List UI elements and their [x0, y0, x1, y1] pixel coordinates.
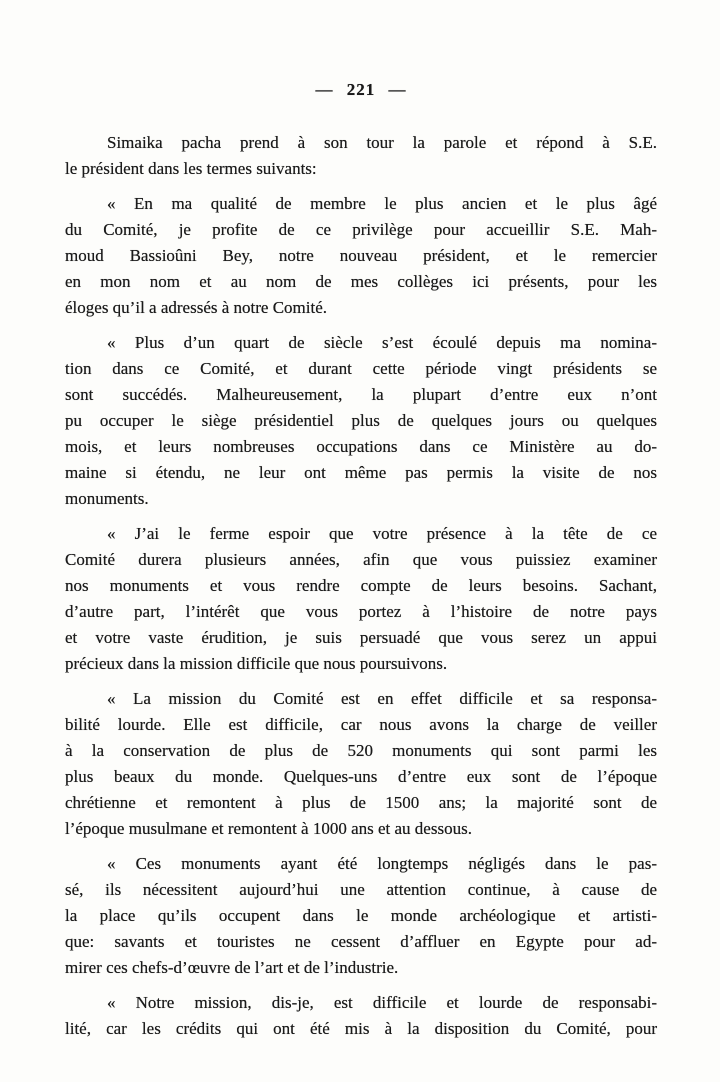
paragraph [65, 851, 657, 981]
text-line: « J’ai le ferme espoir que votre présence à la tête de ce [107, 524, 657, 543]
text-line: et votre vaste érudition, je suis persuadé que vous serez un appui [65, 628, 657, 647]
text-line: bilité lourde. Elle est difficile, car nous avons la charge de veiller [65, 715, 657, 734]
text-line: que: savants et touristes ne cessent d’affluer en Egypte pour ad- [65, 932, 657, 951]
text-line: « Notre mission, dis-je, est difficile et lourde de responsabi- [107, 993, 657, 1012]
text-line: mirer ces chefs-d’œuvre de l’art et de l’industrie. [65, 958, 399, 977]
paragraph [65, 130, 657, 182]
text-line: l’époque musulmane et remontent à 1000 ans et au dessous. [65, 819, 472, 838]
paragraph [65, 191, 657, 321]
text-line: maine si étendu, ne leur ont même pas permis la visite de nos [65, 463, 657, 482]
text-line: éloges qu’il a adressés à notre Comité. [65, 298, 328, 317]
text-line: pu occuper le siège présidentiel plus de quelques jours ou quelques [65, 411, 657, 430]
paragraph [65, 990, 657, 1042]
text-line: Comité durera plusieurs années, afin que vous puissiez examiner [65, 550, 657, 569]
text-line: à la conservation de plus de 520 monuments qui sont parmi les [65, 741, 657, 760]
paragraph [65, 686, 657, 842]
text-line: Simaika pacha prend à son tour la parole et répond à S.E. [107, 133, 657, 152]
text-line: « Ces monuments ayant été longtemps négligés dans le pas- [107, 854, 657, 873]
text-line: nos monuments et vous rendre compte de leurs besoins. Sachant, [65, 576, 657, 595]
page-number: — 221 — [315, 80, 407, 99]
text-line: du Comité, je profite de ce privilège pour accueillir S.E. Mah- [65, 220, 657, 239]
text-line: tion dans ce Comité, et durant cette période vingt présidents se [65, 359, 657, 378]
text-line: précieux dans la mission difficile que nous poursuivons. [65, 654, 448, 673]
text-line: « La mission du Comité est en effet difficile et sa responsa- [107, 689, 657, 708]
text-line: mois, et leurs nombreuses occupations dans ce Ministère au do- [65, 437, 657, 456]
text-line: « Plus d’un quart de siècle s’est écoulé depuis ma nomina- [107, 333, 657, 352]
text-line: moud Bassioûni Bey, notre nouveau président, et le remercier [65, 246, 657, 265]
text-line: d’autre part, l’intérêt que vous portez à l’histoire de notre pays [65, 602, 657, 621]
text-line: la place qu’ils occupent dans le monde archéologique et artisti- [65, 906, 657, 925]
paragraph [65, 330, 657, 512]
paragraph [65, 521, 657, 677]
text-line: plus beaux du monde. Quelques-uns d’entre eux sont de l’époque [65, 767, 657, 786]
text-line: monuments. [65, 489, 149, 508]
text-line: lité, car les crédits qui ont été mis à la disposition du Comité, pour [65, 1019, 657, 1038]
text-block [65, 130, 657, 1042]
text-line: le président dans les termes suivants: [65, 159, 317, 178]
text-line: sont succédés. Malheureusement, la plupart d’entre eux n’ont [65, 385, 657, 404]
text-line: sé, ils nécessitent aujourd’hui une attention continue, à cause de [65, 880, 657, 899]
text-line: en mon nom et au nom de mes collèges ici présents, pour les [65, 272, 657, 291]
text-line: chrétienne et remontent à plus de 1500 ans; la majorité sont de [65, 793, 657, 812]
text-line: « En ma qualité de membre le plus ancien et le plus âgé [107, 194, 657, 213]
